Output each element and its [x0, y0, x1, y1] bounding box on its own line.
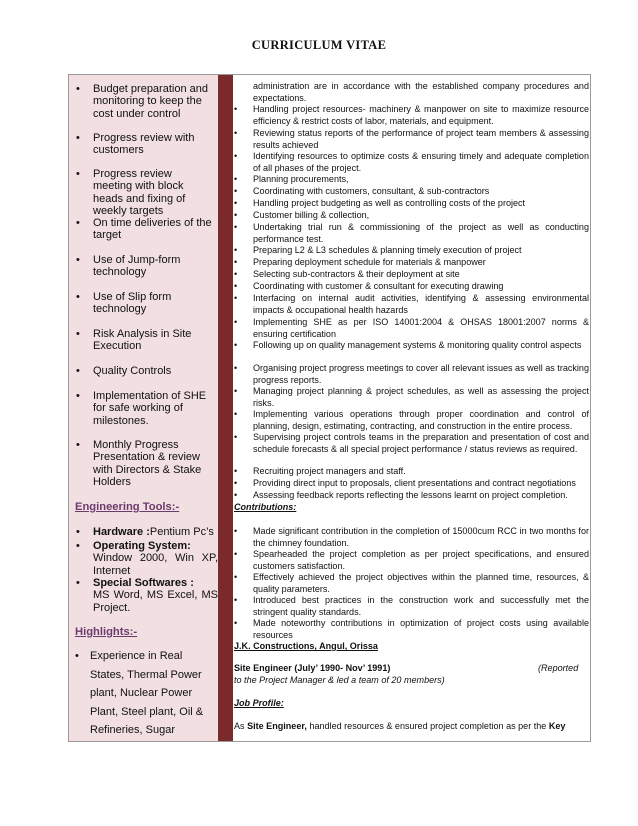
- contributions-heading: Contributions:: [234, 502, 297, 512]
- tool-item: • Special Softwares : MS Word, MS Excel, MS Project.: [76, 577, 218, 614]
- tool-item: • Hardware :Pentium Pc’s: [76, 526, 214, 538]
- job-profile-heading: Job Profile:: [234, 698, 284, 708]
- tool-item: • Operating System: Window 2000, Win XP, Internet: [76, 540, 218, 577]
- page-title: CURRICULUM VITAE: [251, 38, 387, 52]
- role-title: Site Engineer (July’ 1990- Nov’ 1991): [234, 663, 391, 673]
- role-note-continued: to the Project Manager & led a team of 20 members): [234, 675, 445, 685]
- engineering-tools-heading: Engineering Tools:-: [75, 501, 180, 513]
- duty-continuation: administration are in accordance with the established company procedures and expectations.: [253, 81, 589, 103]
- highlights-heading: Highlights:-: [75, 626, 138, 638]
- employer-name: J.K. Constructions, Angul, Orissa: [234, 641, 378, 651]
- role-note: (Reported: [538, 663, 579, 673]
- job-profile-text: As Site Engineer, handled resources & ensured project completion as per the Key: [234, 721, 566, 731]
- column-divider: [218, 75, 233, 741]
